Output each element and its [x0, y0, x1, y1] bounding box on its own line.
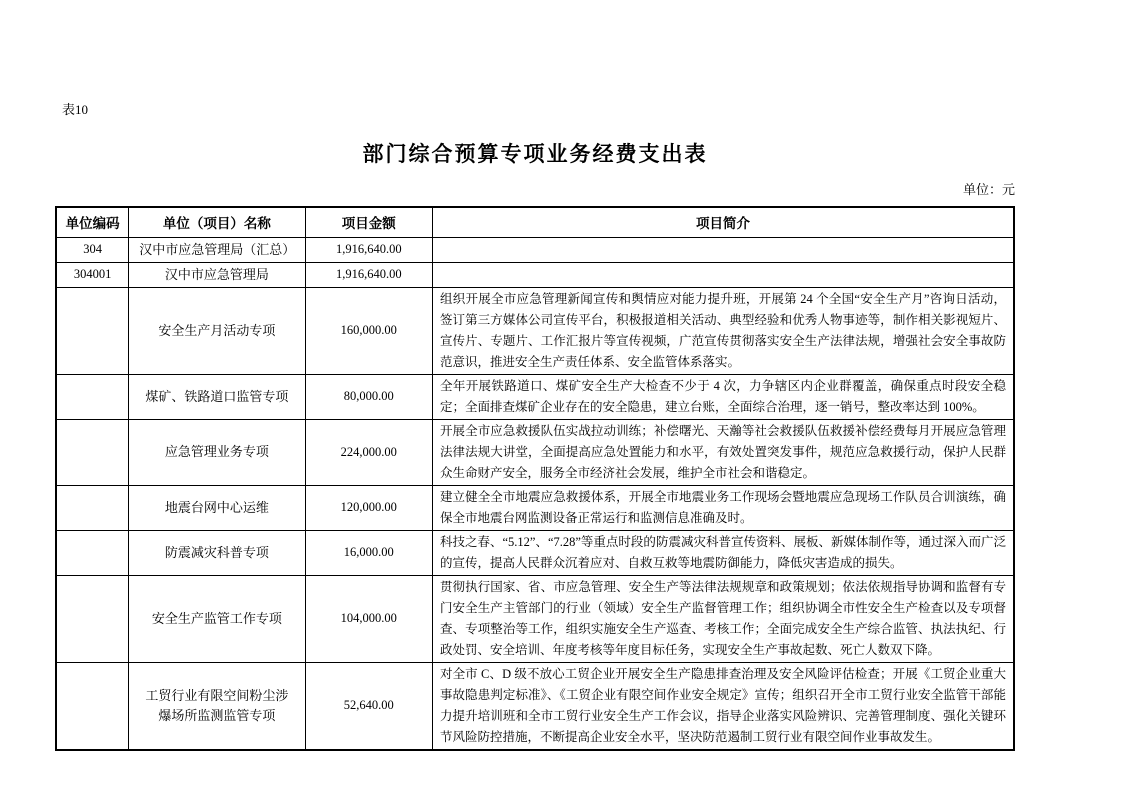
- table-row: [56, 485, 1014, 530]
- project-desc-cell: 贯彻执行国家、省、市应急管理、安全生产等法律法规规章和政策规划；依法依规指导协调和监督有专门安全生产主管部门的行业（领域）安全生产监督管理工作；组织协调全市性安全生产检查以及专项督查、专项整治等工作，组织实施安全生产巡查、考核工作；全面完成安全生产综合监管、执法执纪、行政处罚、安全培训、年度考核等年度目标任务，实现安全生产事故起数、死亡人数双下降。: [432, 575, 1014, 662]
- project-desc-cell: 全年开展铁路道口、煤矿安全生产大检查不少于 4 次，力争辖区内企业群覆盖，确保重点时段安全稳定；全面排查煤矿企业存在的安全隐患，建立台账，全面综合治理，逐一销号，整改率达到 100%。: [432, 374, 1014, 419]
- project-desc-cell: [432, 237, 1014, 262]
- project-amount-cell: 1,916,640.00: [305, 237, 432, 262]
- project-amount-cell: 1,916,640.00: [305, 262, 432, 287]
- unit-code-cell: [56, 485, 129, 530]
- table-row: [56, 374, 1014, 419]
- project-desc-cell: 对全市 C、D 级不放心工贸企业开展安全生产隐患排查治理及安全风险评估检查；开展《工贸企业重大事故隐患判定标准》、《工贸企业有限空间作业安全规定》宣传；组织召开全市工贸行业安全监管干部能力提升培训班和全市工贸行业安全生产工作会议，指导企业落实风险辨识、完善管理制度、强化关键环节风险防控措施，不断提高企业安全水平，坚决防范遏制工贸行业有限空间作业事故发生。: [432, 662, 1014, 750]
- project-name-cell: 防震减灾科普专项: [129, 530, 305, 575]
- project-name-cell: 地震台网中心运维: [129, 485, 305, 530]
- unit-code-cell: [56, 419, 129, 485]
- table-header-row: [56, 207, 1014, 237]
- project-name-cell: 汉中市应急管理局: [129, 262, 305, 287]
- project-desc-cell: 建立健全全市地震应急救援体系，开展全市地震业务工作现场会暨地震应急现场工作队员合训演练，确保全市地震台网监测设备正常运行和监测信息准确及时。: [432, 485, 1014, 530]
- table-number-label: 表10: [62, 102, 89, 117]
- table-row: [56, 287, 1014, 374]
- header-project-desc: 项目简介: [432, 207, 1014, 237]
- project-desc-cell: 组织开展全市应急管理新闻宣传和舆情应对能力提升班，开展第 24 个全国“安全生产月”咨询日活动，签订第三方媒体公司宣传平台，积极报道相关活动、典型经验和优秀人物事迹等，制作相关影视短片、宣传片、专题片、工作汇报片等宣传视频，广范宣传贯彻落实安全生产法律法规，增强社会安全事故防范意识，推进安全生产责任体系、安全监管体系落实。: [432, 287, 1014, 374]
- project-amount-cell: 52,640.00: [305, 662, 432, 750]
- unit-code-cell: [56, 575, 129, 662]
- project-amount-cell: 160,000.00: [305, 287, 432, 374]
- table-row: [56, 237, 1014, 262]
- unit-code-cell: 304: [56, 237, 129, 262]
- project-desc-cell: [432, 262, 1014, 287]
- unit-code-cell: [56, 374, 129, 419]
- table-row: [56, 662, 1014, 750]
- project-name-cell: 汉中市应急管理局（汇总）: [129, 237, 305, 262]
- project-desc-cell: 科技之春、“5.12”、“7.28”等重点时段的防震减灾科普宣传资料、展板、新媒体制作等，通过深入而广泛的宣传，提高人民群众沉着应对、自救互救等地震防御能力，降低灾害造成的损失。: [432, 530, 1014, 575]
- table-row: [56, 262, 1014, 287]
- unit-code-cell: [56, 287, 129, 374]
- project-name-cell: 安全生产监管工作专项: [129, 575, 305, 662]
- unit-code-cell: [56, 662, 129, 750]
- unit-code-cell: 304001: [56, 262, 129, 287]
- project-amount-cell: 104,000.00: [305, 575, 432, 662]
- page-title: 部门综合预算专项业务经费支出表: [362, 142, 708, 166]
- header-project-amount: 项目金额: [305, 207, 432, 237]
- table-row: [56, 530, 1014, 575]
- unit-code-cell: [56, 530, 129, 575]
- project-name-cell: 煤矿、铁路道口监管专项: [129, 374, 305, 419]
- project-desc-cell: 开展全市应急救援队伍实战拉动训练；补偿曙光、天瀚等社会救援队伍救援补偿经费每月开展应急管理法律法规大讲堂，全面提高应急处置能力和水平，有效处置突发事件，规范应急救援行动，保护人民群众生命财产安全，服务全市经济社会发展，维护全市社会和谐稳定。: [432, 419, 1014, 485]
- project-name-cell: 工贸行业有限空间粉尘涉爆场所监测监管专项: [129, 662, 305, 750]
- project-amount-cell: 80,000.00: [305, 374, 432, 419]
- table-row: [56, 575, 1014, 662]
- project-name-cell: 安全生产月活动专项: [129, 287, 305, 374]
- project-amount-cell: 224,000.00: [305, 419, 432, 485]
- project-amount-cell: 16,000.00: [305, 530, 432, 575]
- project-amount-cell: 120,000.00: [305, 485, 432, 530]
- table-row: [56, 419, 1014, 485]
- header-project-name: 单位（项目）名称: [129, 207, 305, 237]
- project-name-cell: 应急管理业务专项: [129, 419, 305, 485]
- unit-note: 单位：元: [962, 182, 1015, 197]
- budget-table: [55, 206, 1015, 751]
- header-unit-code: 单位编码: [56, 207, 129, 237]
